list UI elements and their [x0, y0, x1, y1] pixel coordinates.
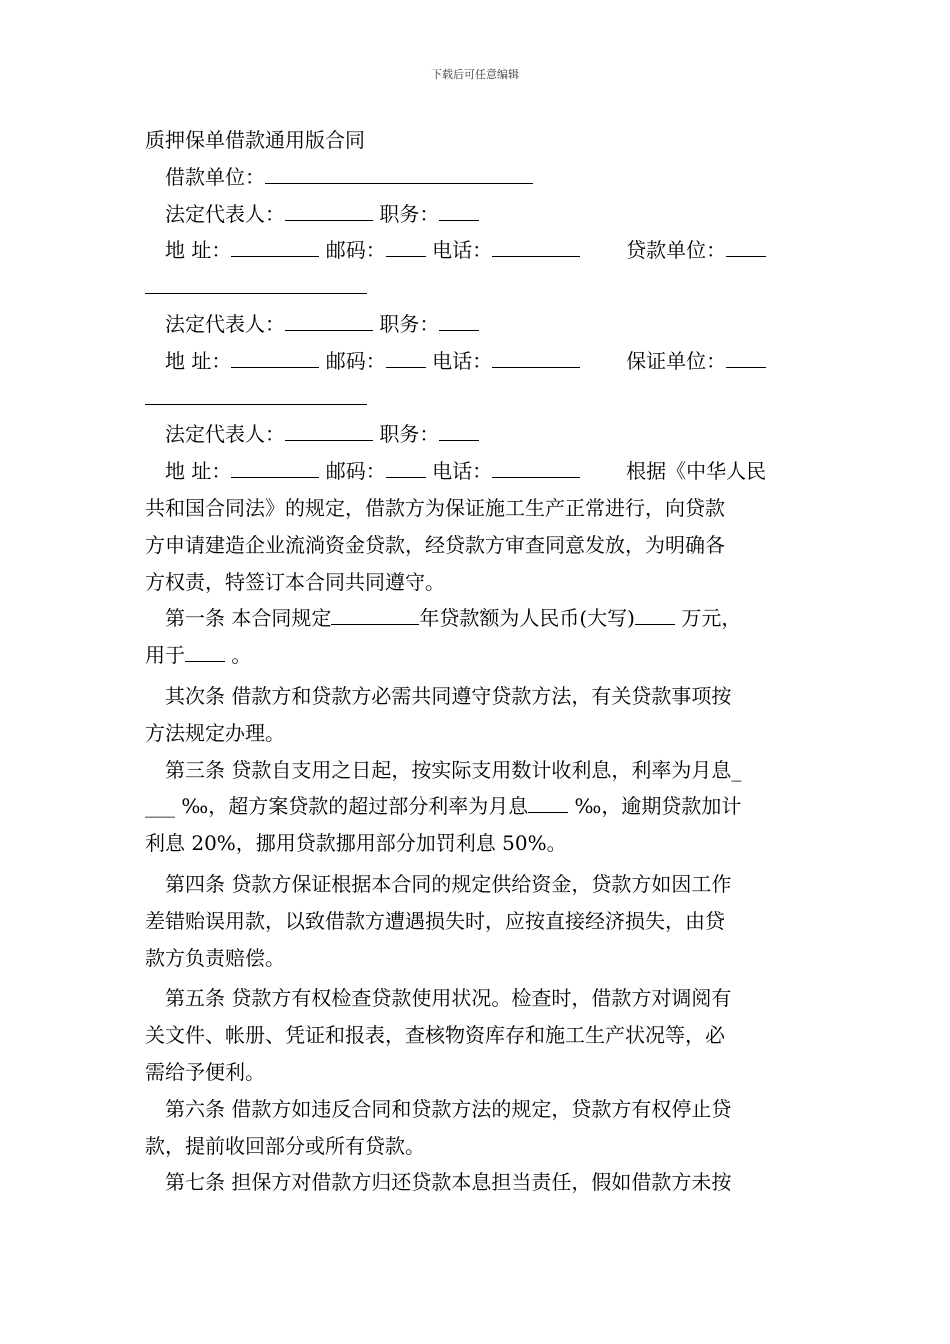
borrower-unit-blank[interactable] [265, 161, 533, 184]
legal-rep-blank[interactable] [285, 198, 373, 221]
postcode-label: 邮码： [325, 348, 386, 373]
phone-label: 电话： [432, 348, 493, 373]
loan-purpose-blank[interactable] [185, 639, 225, 662]
postcode-blank[interactable] [386, 345, 426, 368]
lender-unit-blank-b[interactable] [145, 271, 367, 294]
article-1-text-c: 万元， [674, 606, 742, 631]
article-3-text-b: ‰，逾期贷款加计 [568, 794, 742, 819]
legal-rep-label: 法定代表人： [165, 201, 285, 226]
contract-title: 质押保单借款通用版合同 [145, 128, 365, 152]
lender-unit-label: 贷款单位： [626, 238, 727, 263]
borrower-rep-line [145, 196, 807, 233]
article-1-line-2 [145, 637, 807, 674]
guarantor-unit-label: 保证单位： [626, 348, 727, 373]
address-blank[interactable] [231, 234, 319, 257]
article-4-line-2: 差错贻误用款，以致借款方遭遇损失时，应按直接经济损失，由贷 [145, 908, 725, 933]
article-2-line-1: 其次条 借款方和贷款方必需共同遵守贷款方法，有关贷款事项按 [165, 683, 732, 708]
borrower-address-line [145, 232, 807, 269]
preamble-line-3: 方权责，特签订本合同共同遵守。 [145, 569, 445, 594]
article-7-line-1: 第七条 担保方对借款方归还贷款本息担当责任，假如借款方未按 [165, 1170, 732, 1195]
guarantor-unit-blank-a[interactable] [726, 345, 766, 368]
address-label: 地 址： [165, 348, 232, 373]
guarantor-address-line [145, 453, 807, 490]
position-blank[interactable] [439, 308, 479, 331]
address-blank[interactable] [231, 345, 319, 368]
postcode-blank[interactable] [386, 455, 426, 478]
loan-amount-blank[interactable] [635, 602, 675, 625]
guarantor-rep-line [145, 416, 807, 453]
phone-label: 电话： [432, 459, 493, 484]
legal-rep-label: 法定代表人： [165, 422, 285, 447]
preamble-line-1: 共和国合同法》的规定，借款方为保证施工生产正常进行，向贷款 [145, 495, 725, 520]
overplan-rate-blank[interactable] [528, 790, 568, 813]
address-blank[interactable] [231, 455, 319, 478]
postcode-label: 邮码： [325, 459, 386, 484]
phone-blank[interactable] [492, 234, 580, 257]
lender-unit-blank-a[interactable] [726, 234, 766, 257]
article-6-line-2: 款，提前收回部分或所有贷款。 [145, 1133, 425, 1158]
article-3-line-3: 利息 20%，挪用贷款挪用部分加罚利息 50%。 [145, 831, 567, 856]
legal-rep-label: 法定代表人： [165, 311, 285, 336]
article-4-line-3: 款方负责赔偿。 [145, 945, 285, 970]
phone-label: 电话： [432, 238, 493, 263]
article-1-text-a: 第一条 本合同规定 [165, 606, 332, 631]
article-6-line-1: 第六条 借款方如违反合同和贷款方法的规定，贷款方有权停止贷 [165, 1096, 732, 1121]
position-label: 职务： [379, 201, 440, 226]
article-2-line-2: 方法规定办理。 [145, 720, 285, 745]
article-4-line-1: 第四条 贷款方保证根据本合同的规定供给资金，贷款方如因工作 [165, 871, 732, 896]
position-label: 职务： [379, 422, 440, 447]
lender-rep-line [145, 306, 807, 343]
article-5-line-3: 需给予便利。 [145, 1059, 265, 1084]
guarantor-unit-blank-b[interactable] [145, 382, 367, 405]
article-3-text-a: ___ ‰，超方案贷款的超过部分利率为月息 [145, 794, 529, 819]
phone-blank[interactable] [492, 345, 580, 368]
position-label: 职务： [379, 311, 440, 336]
article-3-line-2 [145, 788, 807, 825]
contract-body [145, 122, 807, 1201]
address-label: 地 址： [165, 238, 232, 263]
lender-unit-continuation [145, 269, 807, 306]
article-3-line-1: 第三条 贷款自支用之日起，按实际支用数计收利息，利率为月息_ [165, 757, 742, 782]
article-5-line-1: 第五条 贷款方有权检查贷款使用状况。检查时，借款方对调阅有 [165, 986, 732, 1011]
position-blank[interactable] [439, 198, 479, 221]
article-1-text-e: 。 [225, 643, 252, 668]
postcode-blank[interactable] [386, 234, 426, 257]
preamble-lead: 根据《中华人民 [626, 459, 767, 484]
postcode-label: 邮码： [325, 238, 386, 263]
article-1-text-d: 用于 [145, 643, 185, 668]
legal-rep-blank[interactable] [285, 308, 373, 331]
borrower-unit-line [145, 159, 807, 196]
guarantor-unit-continuation [145, 380, 807, 417]
article-5-line-2: 关文件、帐册、凭证和报表，查核物资库存和施工生产状况等，必 [145, 1023, 725, 1048]
borrower-unit-label: 借款单位： [165, 164, 265, 189]
phone-blank[interactable] [492, 455, 580, 478]
header-note: 下载后可任意编辑 [431, 68, 519, 81]
article-1-line-1 [145, 600, 807, 637]
legal-rep-blank[interactable] [285, 418, 373, 441]
loan-year-blank[interactable] [331, 602, 419, 625]
lender-address-line [145, 343, 807, 380]
position-blank[interactable] [439, 418, 479, 441]
preamble-line-2: 方申请建造企业流淌资金贷款，经贷款方审查同意发放，为明确各 [145, 532, 725, 557]
article-1-text-b: 年贷款额为人民币(大写) [419, 606, 635, 631]
address-label: 地 址： [165, 459, 232, 484]
